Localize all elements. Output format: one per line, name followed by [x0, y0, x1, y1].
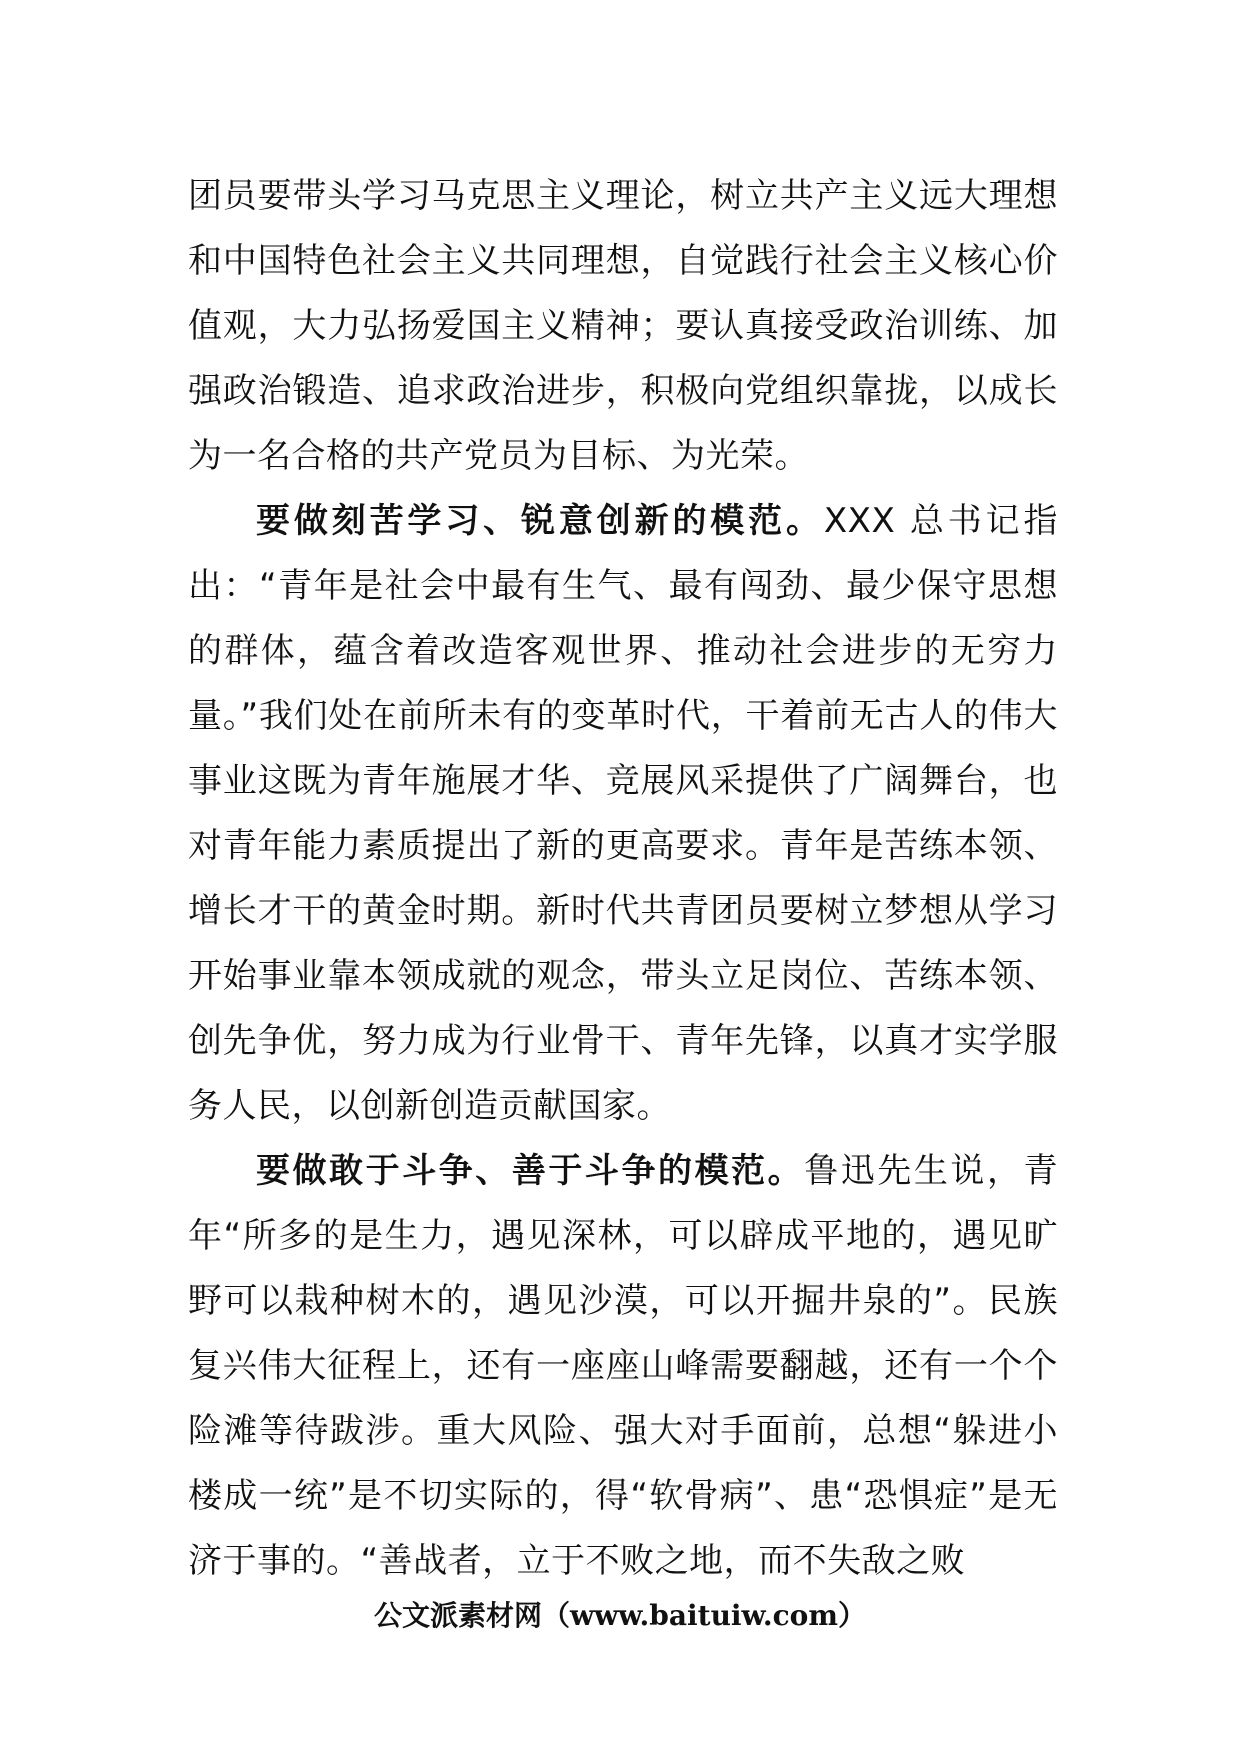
document-body — [188, 164, 1058, 1594]
paragraph-1 — [188, 164, 1058, 489]
paragraph-2 — [188, 489, 1058, 1139]
paragraph-2-lead: 要做刻苦学习、锐意创新的模范。 — [256, 501, 824, 541]
paragraph-3-lead: 要做敢于斗争、善于斗争的模范。 — [256, 1151, 805, 1191]
paragraph-1-text: 团员要带头学习马克思主义理论，树立共产主义远大理想和中国特色社会主义共同理想，自觉践行社会主义核心价值观，大力弘扬爱国主义精神；要认真接受政治训练、加强政治锻造、追求政治进步，积极向党组织靠拢，以成长为一名合格的共产党员为目标、为光荣。 — [188, 176, 1058, 476]
paragraph-3 — [188, 1139, 1058, 1594]
footer-watermark: 公文派素材网（www.baituiw.com） — [374, 1599, 866, 1632]
paragraph-3-text: 鲁迅先生说，青年“所多的是生力，遇见深林，可以辟成平地的，遇见旷野可以栽种树木的，遇见沙漠，可以开掘井泉的”。民族复兴伟大征程上，还有一座座山峰需要翻越，还有一个个险滩等待跋涉。重大风险、强大对手面前，总想“躲进小楼成一统”是不切实际的，得“软骨病”、患“恐惧症”是无济于事的。“善战者，立于不败之地，而不失敌之败 — [188, 1151, 1059, 1581]
paragraph-2-text: XXX 总书记指出：“青年是社会中最有生气、最有闯劲、最少保守思想的群体，蕴含着改造客观世界、推动社会进步的无穷力量。”我们处在前所未有的变革时代，干着前无古人的伟大事业这既为青年施展才华、竞展风采提供了广阔舞台，也对青年能力素质提出了新的更高要求。青年是苦练本领、增长才干的黄金时期。新时代共青团员要树立梦想从学习开始事业靠本领成就的观念，带头立足岗位、苦练本领、创先争优，努力成为行业骨干、青年先锋，以真才实学服务人民，以创新创造贡献国家。 — [188, 501, 1059, 1126]
